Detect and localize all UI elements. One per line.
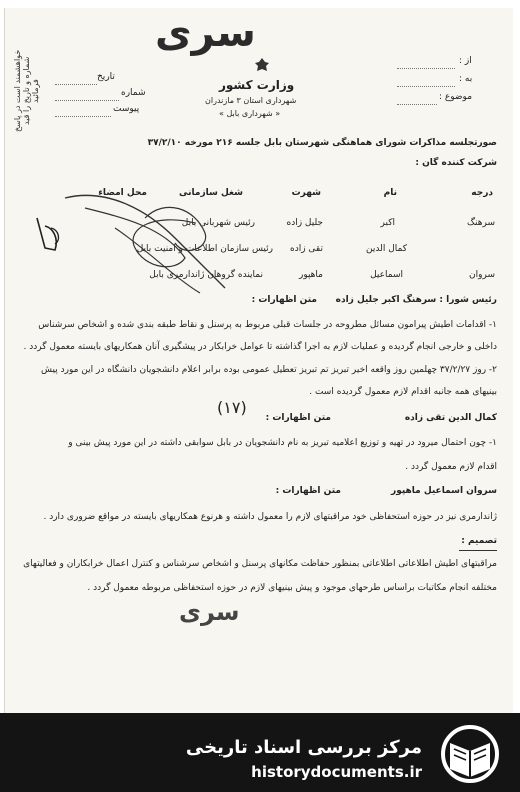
date-field-line — [55, 84, 97, 85]
statement-line: اقدام لازم معمول گردد . — [405, 462, 497, 472]
to-field-label: به : — [459, 74, 473, 84]
statement-line: بینیهای همه جانبه اقدام لازم معمول گردیده است . — [309, 387, 497, 397]
col-signature-header: محل امضاء — [98, 188, 147, 198]
date-field-label: تاریخ — [97, 72, 115, 82]
from-field-label: از : — [459, 56, 472, 66]
book-logo-icon — [436, 723, 502, 785]
statement-line: ۱- چون احتمال میرود در تهیه و توزیع اعلامیه تبریز به نام دانشجویان در بابل سوابقی داشته در این مورد پیش بینی و — [68, 438, 497, 448]
statement-label-2: متن اظهارات : — [265, 413, 331, 423]
table-cell: جلیل زاده — [286, 218, 323, 228]
table-cell: تقی زاده — [290, 244, 323, 254]
col-surname-header: شهرت — [291, 188, 321, 198]
col-position-header: شغل سازمانی — [179, 188, 243, 198]
statement-line: ژاندارمری نیز در حوزه استحفاظی خود مراقبتهای لازم را معمول داشته و هرنوع همکاریهای بایسته در مواقع ضروری دارد . — [43, 512, 497, 522]
number-field-line — [55, 100, 119, 101]
subject-field-label: موضوع : — [439, 92, 473, 102]
table-cell: ماهپور — [298, 270, 323, 280]
statement-line: داخلی و خارجی انجام گردیده و عملیات لازم به اجرا گذاشته تا عوامل خرابکار در پیشگیری آنان همکاریهای بایسته معمول گردد . — [23, 342, 497, 352]
watermark-banner — [0, 713, 520, 792]
vertical-note: خواهشمند است در پاسخ شماره و تاریخ را قید فرمائید — [13, 49, 40, 133]
handwritten-signature — [25, 178, 265, 308]
table-cell: کمال الدین — [366, 244, 407, 254]
attachment-field-label: پیوست — [113, 104, 140, 114]
table-cell: سروان — [469, 270, 495, 280]
bottom-classification-stamp: سری — [179, 598, 240, 626]
speaker-3: سروان اسماعیل ماهپور — [391, 486, 497, 496]
decision-heading: تصمیم : — [461, 536, 497, 546]
handwritten-mark: (١٧) — [217, 398, 247, 417]
session-title: صورتجلسه مذاکرات شورای هماهنگی شهرستان بابل جلسه ۲۱۶ مورخه ۳۷/۲/۱۰ — [147, 138, 497, 148]
decision-line: مختلفه انجام مکاتبات براساس طرحهای موجود و پیش بینیهای لازم در حوزه استحفاظی مربوطه معمول گردد . — [87, 583, 497, 593]
table-cell: رئیس سازمان اطلاعات و امنیت بابل — [136, 244, 273, 254]
from-field-line — [397, 68, 455, 69]
statement-line: ۲- روز ۳۷/۲/۲۷ چهلمین روز واقعه اخیر تبریز تم تبریز تعطیل عمومی بوده برابر اعلام دانشجویان دانشگاه در این مورد پیش — [41, 365, 497, 375]
col-name-header: نام — [383, 188, 397, 198]
decision-underline — [459, 550, 497, 551]
statement-label-1: متن اظهارات : — [251, 295, 317, 305]
table-cell: اکبر — [380, 218, 395, 228]
document-page — [4, 8, 513, 713]
subject-field-line — [397, 104, 437, 105]
statement-line: ۱- اقدامات اطیش پیرامون مسائل مطروحه در جلسات قبلی مربوط به پرسنل و نقاط طبقه بندی شده و اشخاص سرشناس — [38, 320, 497, 330]
municipality-title: « شهرداری بابل » — [219, 109, 281, 118]
table-cell: نماینده گروهان ژاندارمری بابل — [149, 270, 263, 280]
table-cell: سرهنگ — [466, 218, 495, 228]
top-classification-stamp: سری — [155, 10, 256, 56]
to-field-line — [397, 86, 455, 87]
table-cell: رئیس شهربانی بابل — [181, 218, 255, 228]
attachment-field-line — [55, 116, 111, 117]
lion-sun-emblem — [251, 56, 273, 76]
number-field-label: شماره — [121, 88, 146, 98]
watermark-brand-url[interactable]: historydocuments.ir — [251, 763, 422, 781]
speaker-2: کمال الدین تقی زاده — [404, 413, 497, 423]
speaker-1: رئیس شورا : سرهنگ اکبر جلیل زاده — [335, 295, 497, 305]
col-rank-header: درجه — [471, 188, 493, 198]
statement-label-3: متن اظهارات : — [275, 486, 341, 496]
watermark-brand-fa: مرکز بررسی اسناد تاریخی — [185, 737, 422, 758]
participants-heading: شرکت کننده گان : — [415, 158, 497, 168]
decision-line: مراقبتهای اطیش اطلاعاتی اطلاعاتی بمنظور حفاظت مکانهای پرسنل و اشخاص سرشناس و کنترل اعمال خرابکاران و فعالیتهای — [23, 559, 497, 569]
table-cell: اسماعیل — [370, 270, 403, 280]
governorate-title: شهرداری استان ۳ مازندران — [205, 96, 297, 105]
ministry-title: وزارت کشور — [219, 78, 295, 92]
